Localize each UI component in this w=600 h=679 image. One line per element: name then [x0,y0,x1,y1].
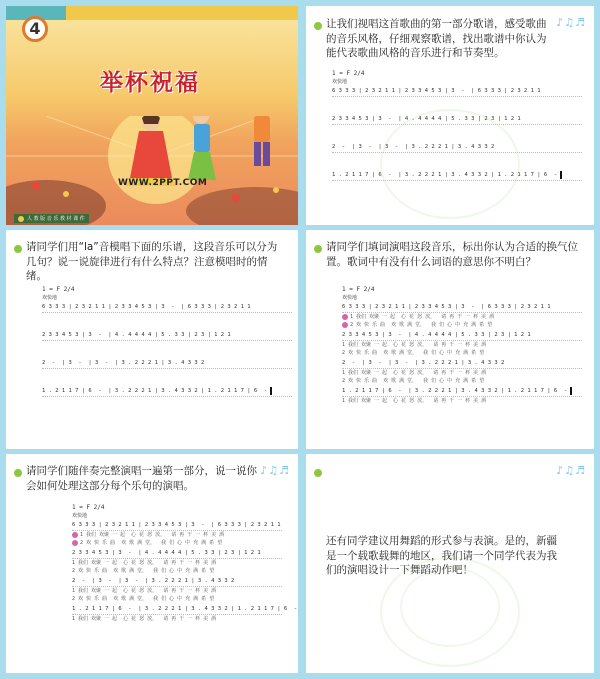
lyric-line: 1 我们 欢聚 一 起 心 花 怒 放， 请 再 干 一 杯 美 酒 [72,588,217,594]
score-tempo: 欢快地 [42,295,58,301]
score-line: 2 - | 3 - | 3 - | 3 . 2 2 2 1 | 3 . 4 3 3 2 [42,357,292,369]
final-barline [270,387,272,395]
score-line: 6 3 3 3 | 2 3 2 1 1 | 2 3 3 4 5 3 | 3 - | 6 3 3 3 | 2 3 2 1 1 [42,301,292,313]
song-title: 举杯祝福 [100,70,200,96]
verse-marker-icon [72,532,78,538]
lyric-line: 2 欢 快 乐 曲 欢 歌 满 堂， 我 们 心 中 充 满 希 望 [342,321,582,329]
lyric-line: 1 我们 欢聚 一 起 心 花 怒 放， 请 再 干 一 杯 美 酒 [342,370,487,376]
lesson-number-badge: 4 [22,16,48,42]
slide-6 [306,454,594,673]
music-notes-icon: ♪♫♬ [260,464,290,477]
score-gap [42,313,292,329]
children-dancing-illustration [6,116,298,225]
lyric-line: 1 我们 欢聚 一 起 心 花 怒 放， 请 再 干 一 杯 美 酒 [342,398,487,404]
slide-5 [6,454,298,673]
score-key: 1 = F 2/4 [342,286,375,293]
bullet-icon [14,245,22,253]
score-line: 1 . 2 1 1 7 | 6 - | 3 . 2 2 2 1 | 3 . 4 3 3 2 | 1 . 2 1 1 7 | 6 - [332,169,582,181]
bullet-icon [14,469,22,477]
slide-2 [306,6,594,225]
verse-marker-icon [342,314,348,320]
music-notes-icon: ♪♫♬ [556,16,586,29]
slide-4 [306,230,594,449]
score-key: 1 = F 2/4 [42,286,75,293]
slide-5-text: 请同学们随伴奏完整演唱一遍第一部分，说一说你会如何处理这部分每个乐句的演唱。 [26,465,257,492]
score-line: 6 3 3 3 | 2 3 2 1 1 | 2 3 3 4 5 3 | 3 - | 6 3 3 3 | 2 3 2 1 1 [332,85,582,97]
score-line: 2 3 3 4 5 3 | 3 - | 4 . 4 4 4 4 | 5 . 3 3 | 2 3 | 1 2 1 [342,329,582,341]
slide-2-text: 让我们视唱这首歌曲的第一部分歌谱，感受歌曲的音乐风格，仔细观察歌谱，找出歌谱中你认为能代表歌曲风格的音乐进行和节奏型。 [326,18,547,59]
slide-3-text: 请同学们用“la”音模唱下面的乐谱，这段音乐可以分为几句？说一说旋律进行有什么特点？注意模唱时的情绪。 [26,241,278,282]
lyric-line: 1 我们 欢聚 一 起 心 花 怒 放， 请 再 干 一 杯 美 酒 [72,560,217,566]
score-line: 6 3 3 3 | 2 3 2 1 1 | 2 3 3 4 5 3 | 3 - | 6 3 3 3 | 2 3 2 1 1 [342,301,582,313]
bullet-icon [314,245,322,253]
final-barline [570,387,572,395]
score-tempo: 欢快地 [72,513,88,519]
score-gap [332,97,582,113]
publisher-logo-icon [18,216,24,222]
lyric-line: 2 欢 快 乐 曲 欢 歌 满 堂， 我 们 心 中 充 满 希 望 [72,568,215,574]
verse-marker-icon [342,322,348,328]
lyric-line: 2 欢 快 乐 曲 欢 歌 满 堂， 我 们 心 中 充 满 希 望 [72,596,215,602]
score-line: 6 3 3 3 | 2 3 2 1 1 | 2 3 3 4 5 3 | 3 - | 6 3 3 3 | 2 3 2 1 1 [72,519,282,531]
score-gap [332,125,582,141]
bullet-icon [314,469,322,477]
slide-6-text: 还有同学建议用舞蹈的形式参与表演。是的，新疆是一个载歌载舞的地区，我们请一个同学代表为我们的演唱设计一下舞蹈动作吧！ [326,535,557,576]
slide-4-text: 请同学们填词演唱这段音乐，标出你认为合适的换气位置。歌词中有没有什么词语的意思你不明白？ [326,241,578,268]
cover-slide [6,6,298,225]
score-excerpt [42,286,292,397]
score-line: 1 . 2 1 1 7 | 6 - | 3 . 2 2 2 1 | 3 . 4 3 3 2 | 1 . 2 1 1 7 | 6 - [42,385,292,397]
lyric-line: 2 欢 快 乐 曲 欢 歌 满 堂， 我 们 心 中 充 满 希 望 [342,350,485,356]
lyric-line: 1 我们 欢聚 一 起 心 花 怒 放， 请 再 干 一 杯 美 酒 [72,616,217,622]
decor-ring [400,567,500,647]
cover-top-bar-accent [66,6,298,20]
score-line: 2 - | 3 - | 3 - | 3 . 2 2 2 1 | 3 . 4 3 3 2 [342,357,582,369]
score-gap [42,369,292,385]
cover-top-bar [6,6,298,20]
score-line: 2 3 3 4 5 3 | 3 - | 4 . 4 4 4 4 | 5 . 3 3 | 2 3 | 1 2 1 [332,113,582,125]
score-key: 1 = F 2/4 [72,504,105,511]
score-line: 1 . 2 1 1 7 | 6 - | 3 . 2 2 2 1 | 3 . 4 3 3 2 | 1 . 2 1 1 7 | 6 - [342,385,582,397]
verse-marker-icon [72,540,78,546]
score-tempo: 欢快地 [332,79,348,85]
score-gap [42,341,292,357]
lyric-line: 1 我们 欢聚 一 起 心 花 怒 放， 请 再 干 一 杯 美 酒 [342,313,582,321]
lyric-line: 1 我们 欢聚 一 起 心 花 怒 放， 请 再 干 一 杯 美 酒 [342,342,487,348]
score-with-lyrics [342,286,582,405]
score-line: 2 3 3 4 5 3 | 3 - | 4 . 4 4 4 4 | 5 . 3 3 | 2 3 | 1 2 1 [42,329,292,341]
lyric-line: 2 欢 快 乐 曲 欢 歌 满 堂， 我 们 心 中 充 满 希 望 [72,539,282,547]
slide-3 [6,230,298,449]
final-barline [560,171,562,179]
score-with-lyrics [72,504,298,623]
site-watermark: WWW.2PPT.COM [118,178,208,188]
music-notes-icon: ♪♫♬ [556,464,586,477]
score-line: 2 3 3 4 5 3 | 3 - | 4 . 4 4 4 4 | 5 . 3 3 | 2 3 | 1 2 1 [72,547,282,559]
score-tempo: 欢快地 [342,295,358,301]
lyric-line: 2 欢 快 乐 曲 欢 歌 满 堂， 我 们 心 中 充 满 希 望 [342,378,485,384]
score-line: 2 - | 3 - | 3 - | 3 . 2 2 2 1 | 3 . 4 3 3 2 [72,575,282,587]
score-line: 2 - | 3 - | 3 - | 3 . 2 2 2 1 | 3 . 4 3 3 2 [332,141,582,153]
score-gap [332,153,582,169]
lyric-line: 1 我们 欢聚 一 起 心 花 怒 放， 请 再 干 一 杯 美 酒 [72,531,282,539]
score-line: 1 . 2 1 1 7 | 6 - | 3 . 2 2 2 1 | 3 . 4 3 3 2 | 1 . 2 1 1 7 | 6 - [72,603,282,615]
score-excerpt [332,70,582,181]
publisher-label: 人 教 版 音 乐 教 材 课 件 [14,214,89,223]
score-key: 1 = F 2/4 [332,70,365,77]
bullet-icon [314,22,322,30]
